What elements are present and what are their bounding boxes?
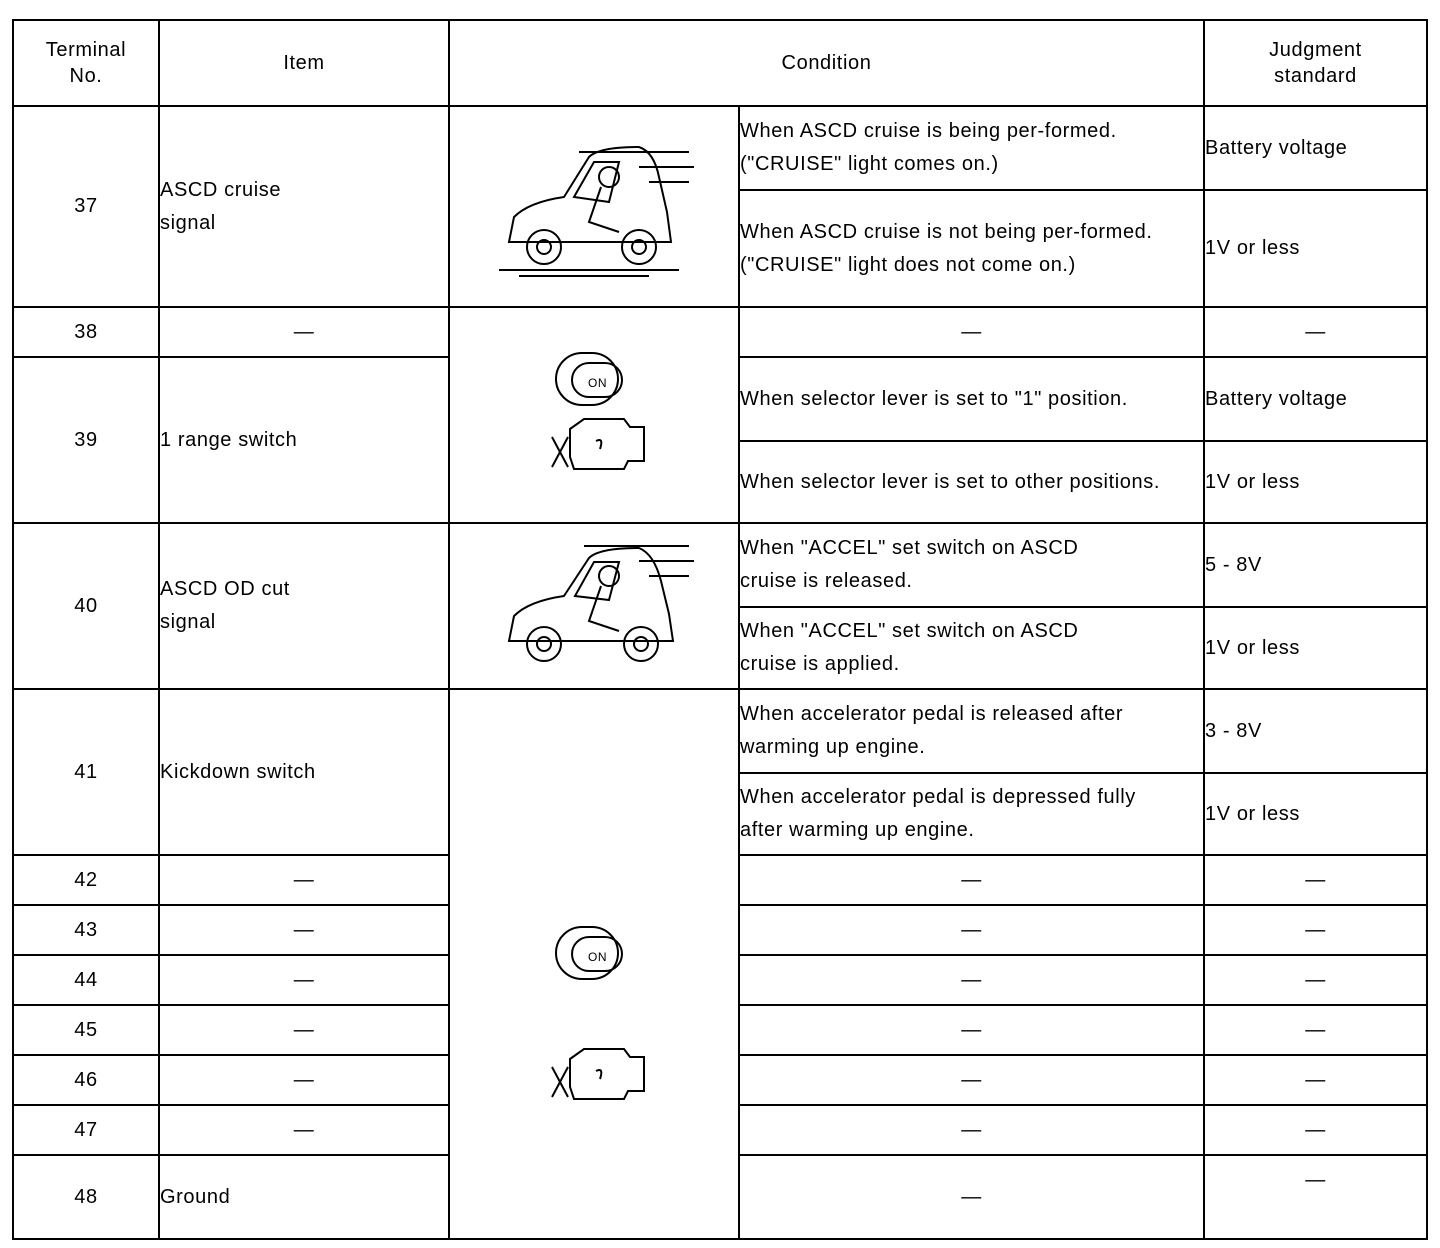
item-cell: 1 range switch	[159, 357, 449, 523]
item-cell: ASCD OD cut signal	[159, 523, 449, 689]
terminal-cell: 43	[13, 905, 159, 955]
terminal-cell: 44	[13, 955, 159, 1005]
item-cell: —	[159, 1055, 449, 1105]
terminal-cell: 40	[13, 523, 159, 689]
judgment-cell: —	[1204, 1155, 1427, 1239]
svg-text:ON: ON	[588, 376, 608, 390]
terminal-cell: 48	[13, 1155, 159, 1239]
header-condition: Condition	[449, 20, 1204, 106]
terminal-cell: 37	[13, 106, 159, 307]
terminal-cell: 39	[13, 357, 159, 523]
header-judgment: Judgment standard	[1204, 20, 1427, 106]
judgment-cell: 3 - 8V	[1204, 689, 1427, 773]
judgment-cell: —	[1204, 855, 1427, 905]
condition-cell: When accelerator pedal is released after warming up engine.	[739, 689, 1204, 773]
judgment-cell: —	[1204, 1005, 1427, 1055]
condition-cell: When ASCD cruise is being per-formed. ("CRUISE" light comes on.)	[739, 106, 1204, 190]
judgment-cell: 1V or less	[1204, 190, 1427, 307]
item-cell: —	[159, 955, 449, 1005]
judgment-cell: 1V or less	[1204, 607, 1427, 689]
condition-cell: When "ACCEL" set switch on ASCD cruise is applied.	[739, 607, 1204, 689]
condition-cell: When selector lever is set to other positions.	[739, 441, 1204, 523]
judgment-cell: 5 - 8V	[1204, 523, 1427, 607]
item-cell: —	[159, 307, 449, 357]
item-cell: —	[159, 855, 449, 905]
condition-cell: —	[739, 955, 1204, 1005]
condition-cell: When accelerator pedal is depressed fully after warming up engine.	[739, 773, 1204, 855]
condition-cell: —	[739, 307, 1204, 357]
judgment-cell: —	[1204, 307, 1427, 357]
terminal-cell: 38	[13, 307, 159, 357]
judgment-cell: —	[1204, 955, 1427, 1005]
item-cell: —	[159, 905, 449, 955]
table-row	[13, 689, 1427, 773]
driving-car-icon	[489, 132, 699, 282]
header-terminal: Terminal No.	[13, 20, 159, 106]
item-cell: ASCD cruise signal	[159, 106, 449, 307]
driving-car-picture	[449, 106, 739, 307]
terminal-cell: 46	[13, 1055, 159, 1105]
judgment-cell: —	[1204, 1105, 1427, 1155]
terminal-cell: 42	[13, 855, 159, 905]
condition-cell: —	[739, 855, 1204, 905]
svg-text:ON: ON	[588, 950, 608, 964]
condition-cell: —	[739, 905, 1204, 955]
header-item: Item	[159, 20, 449, 106]
item-cell: Kickdown switch	[159, 689, 449, 855]
condition-cell: —	[739, 1155, 1204, 1239]
judgment-cell: 1V or less	[1204, 441, 1427, 523]
judgment-cell: Battery voltage	[1204, 106, 1427, 190]
terminal-cell: 41	[13, 689, 159, 855]
ignition-key-engine-icon	[534, 919, 654, 1159]
item-cell: Ground	[159, 1155, 449, 1239]
condition-cell: When selector lever is set to "1" position.	[739, 357, 1204, 441]
table-row	[13, 106, 1427, 190]
driving-car-icon	[489, 536, 699, 676]
ignition-on-engine-off-picture	[449, 307, 739, 523]
condition-cell: —	[739, 1005, 1204, 1055]
condition-cell: —	[739, 1105, 1204, 1155]
item-cell: —	[159, 1005, 449, 1055]
item-cell: —	[159, 1105, 449, 1155]
table-row	[13, 523, 1427, 607]
judgment-cell: Battery voltage	[1204, 357, 1427, 441]
judgment-cell: —	[1204, 1055, 1427, 1105]
ignition-on-engine-off-picture	[449, 689, 739, 1239]
terminal-cell: 45	[13, 1005, 159, 1055]
condition-cell: —	[739, 1055, 1204, 1105]
table-row	[13, 307, 1427, 357]
ignition-key-engine-icon	[534, 345, 654, 485]
condition-cell: When ASCD cruise is not being per-formed. ("CRUISE" light does not come on.)	[739, 190, 1204, 307]
header-row	[13, 20, 1427, 106]
terminal-cell: 47	[13, 1105, 159, 1155]
terminal-spec-table	[12, 19, 1428, 1240]
judgment-cell: 1V or less	[1204, 773, 1427, 855]
judgment-cell: —	[1204, 905, 1427, 955]
driving-car-picture	[449, 523, 739, 689]
condition-cell: When "ACCEL" set switch on ASCD cruise is released.	[739, 523, 1204, 607]
